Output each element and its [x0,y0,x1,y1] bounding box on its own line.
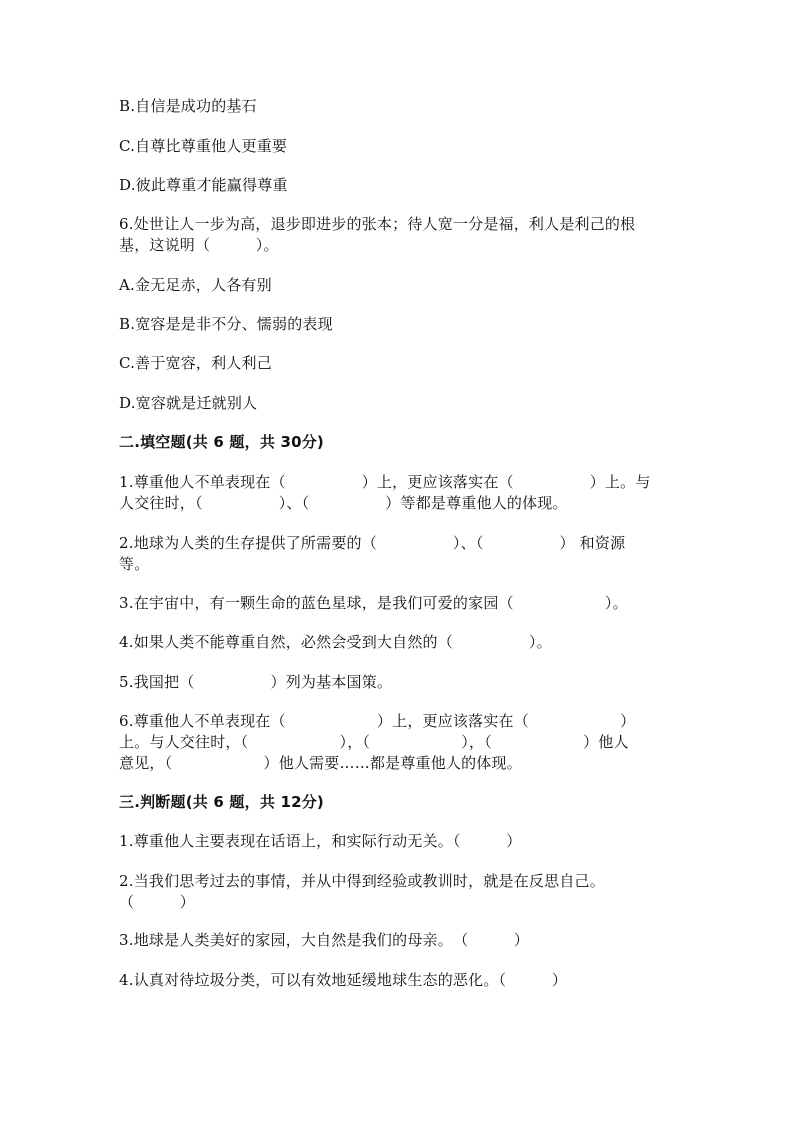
q6-option-a: A.金无足赤，人各有别 [119,276,272,294]
judge-q2-line1: 2.当我们思考过去的事情，并从中得到经验或教训时，就是在反思自己。 [119,872,605,890]
fill-q1-line1: 1.尊重他人不单表现在（ ）上，更应该落实在（ ）上。与 [119,473,651,491]
fill-q5: 5.我国把（ ）列为基本国策。 [119,673,393,691]
q5-option-d: D.彼此尊重才能赢得尊重 [119,176,288,194]
fill-q6-line3: 意见，（ ）他人需要……都是尊重他人的体现。 [119,754,522,772]
q6-option-c: C.善于宽容，利人利己 [119,354,272,372]
fill-q6-line1: 6.尊重他人不单表现在（ ）上，更应该落实在（ ） [119,712,636,730]
fill-q2-line2: 等。 [119,555,150,573]
judge-q3: 3.地球是人类美好的家园，大自然是我们的母亲。 （ ） [119,931,530,949]
judge-q4: 4.认真对待垃圾分类，可以有效地延缓地球生态的恶化。（ ） [119,971,568,989]
section3-heading: 三.判断题(共 6 题，共 12分) [119,793,324,811]
judge-q2-line2: （ ） [119,893,196,911]
q5-option-b: B.自信是成功的基石 [119,97,257,115]
fill-q1-line2: 人交往时，（ ）、（ ）等都是尊重他人的体现。 [119,494,568,512]
q6-stem-line1: 6.处世让人一步为高，退步即进步的张本；待人宽一分是福，利人是利己的根 [119,215,636,233]
q5-option-c: C.自尊比尊重他人更重要 [119,137,288,155]
q6-option-b: B.宽容是是非不分、懦弱的表现 [119,315,333,333]
q6-option-d: D.宽容就是迁就别人 [119,394,258,412]
fill-q2-line1: 2.地球为人类的生存提供了所需要的（ ）、（ ） 和资源 [119,534,626,552]
q6-stem-line2: 基，这说明（ ）。 [119,236,279,254]
fill-q6-line2: 上。与人交往时，（ ），（ ），（ ）他人 [119,733,629,751]
fill-q3: 3.在宇宙中，有一颗生命的蓝色星球，是我们可爱的家园（ ）。 [119,594,628,612]
fill-q4: 4.如果人类不能尊重自然，必然会受到大自然的（ ）。 [119,633,552,651]
section2-heading: 二.填空题(共 6 题，共 30分) [119,433,324,451]
judge-q1: 1.尊重他人主要表现在话语上，和实际行动无关。（ ） [119,832,522,850]
